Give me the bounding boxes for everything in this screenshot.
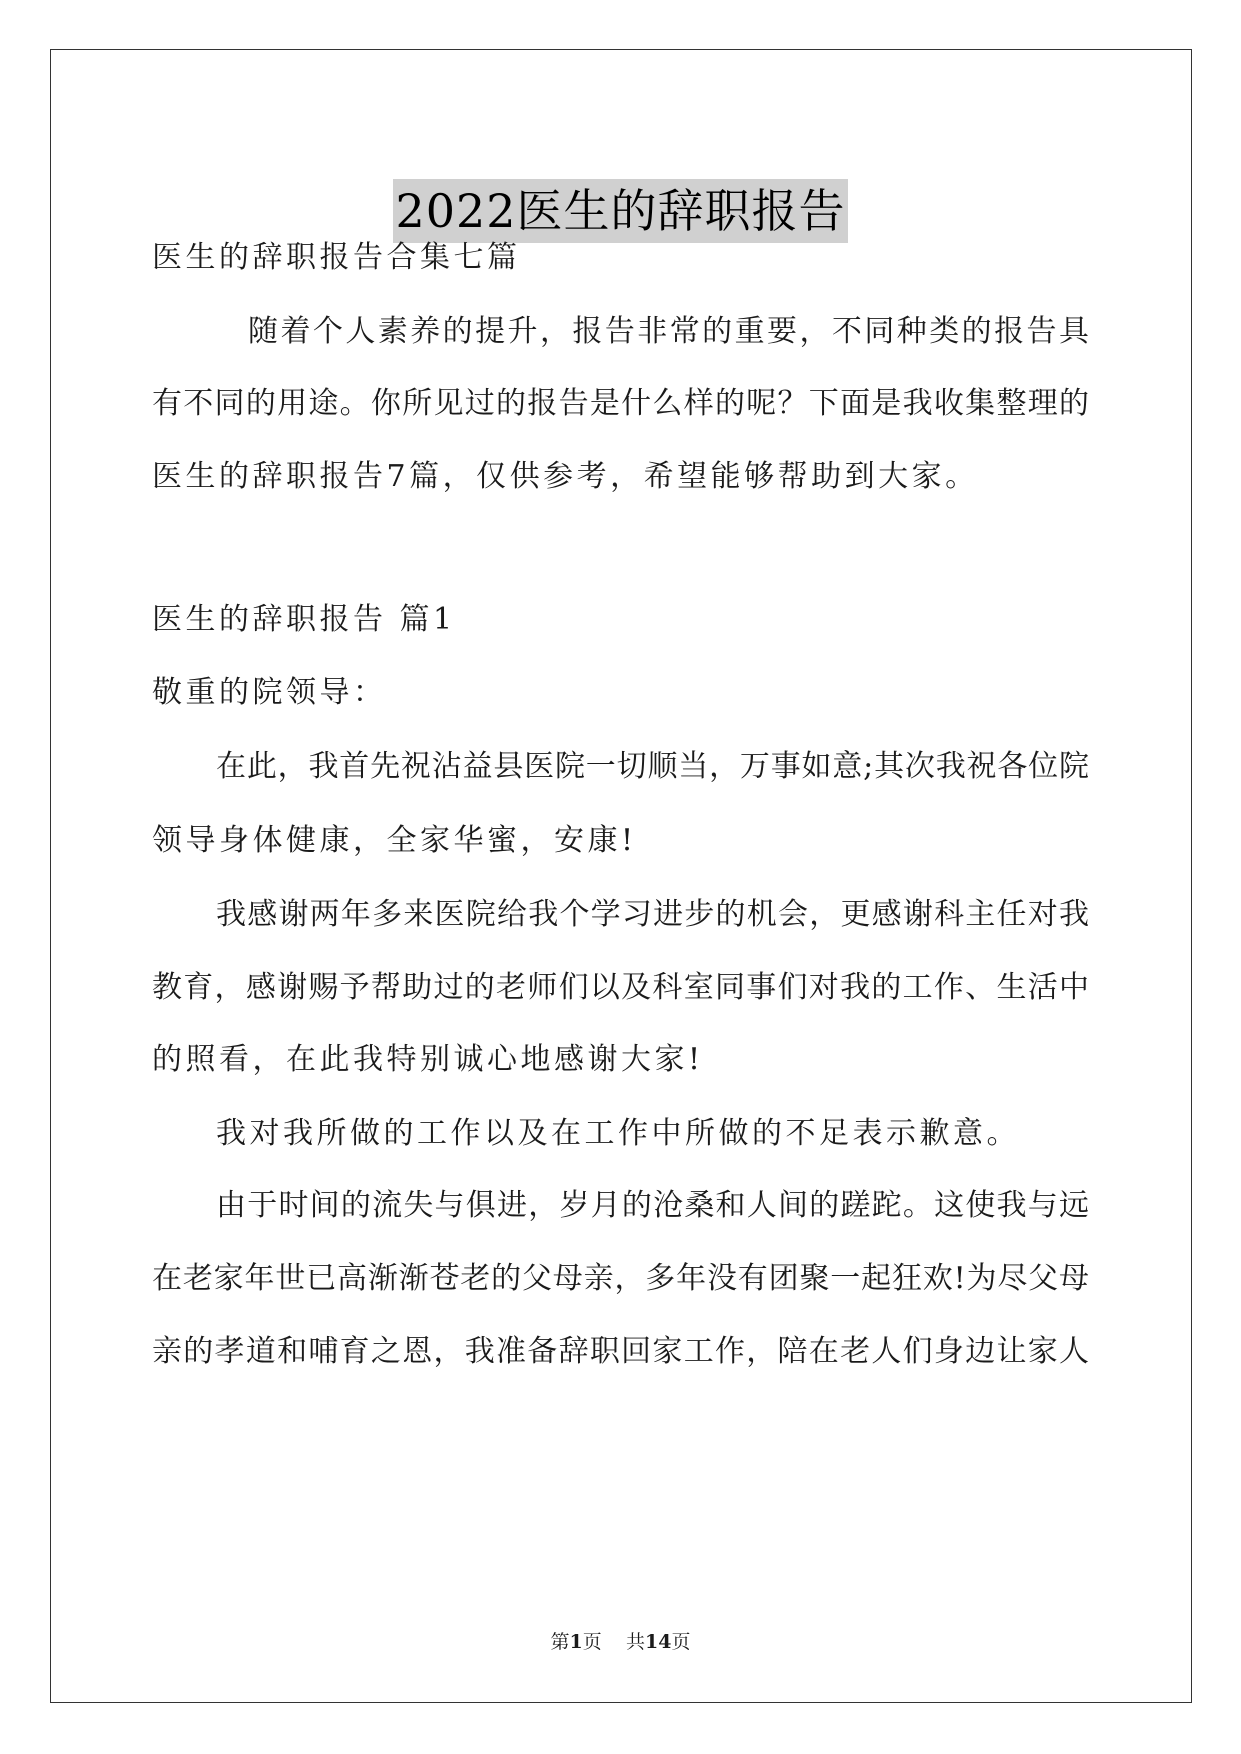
paragraph-3-line-1: 我对我所做的工作以及在工作中所做的不足表示歉意。: [216, 1116, 1020, 1151]
paragraph-1-line-1: 在此，我首先祝沾益县医院一切顺当，万事如意;其次我祝各位院: [216, 749, 1089, 784]
paragraph-4-line-3: 亲的孝道和哺育之恩，我准备辞职回家工作，陪在老人们身边让家人: [152, 1334, 1089, 1369]
collection-heading: 医生的辞职报告合集七篇: [152, 240, 521, 275]
footer-page-suffix: 页: [582, 1631, 602, 1653]
paragraph-2-line-3: 的照看，在此我特别诚心地感谢大家!: [152, 1042, 704, 1077]
intro-line-3: 医生的辞职报告7篇，仅供参考，希望能够帮助到大家。: [152, 459, 979, 494]
intro-line-1: 随着个人素养的提升，报告非常的重要，不同种类的报告具: [248, 314, 1089, 349]
paragraph-4-line-1: 由于时间的流失与俱进，岁月的沧桑和人间的蹉跎。这使我与远: [216, 1188, 1089, 1223]
page-footer: [0, 1629, 1241, 1655]
section-heading-1: 医生的辞职报告 篇1: [152, 602, 456, 637]
footer-page-prefix: 第: [550, 1631, 570, 1653]
footer-total-prefix: 共: [625, 1631, 645, 1653]
salutation: 敬重的院领导：: [152, 675, 387, 710]
document-title: 2022医生的辞职报告: [393, 179, 847, 243]
intro-line-2: 有不同的用途。你所见过的报告是什么样的呢？下面是我收集整理的: [152, 386, 1089, 421]
page-border: [50, 49, 1192, 1703]
paragraph-4-line-2: 在老家年世已高渐渐苍老的父母亲，多年没有团聚一起狂欢!为尽父母: [152, 1261, 1089, 1296]
paragraph-2-line-1: 我感谢两年多来医院给我个学习进步的机会，更感谢科主任对我: [216, 897, 1089, 932]
paragraph-1-line-2: 领导身体健康，全家华蜜，安康!: [152, 823, 637, 858]
footer-total-suffix: 页: [671, 1631, 691, 1653]
footer-page-number: 1: [569, 1631, 583, 1653]
footer-total-pages: 14: [644, 1631, 672, 1653]
paragraph-2-line-2: 教育，感谢赐予帮助过的老师们以及科室同事们对我的工作、生活中: [152, 970, 1089, 1005]
